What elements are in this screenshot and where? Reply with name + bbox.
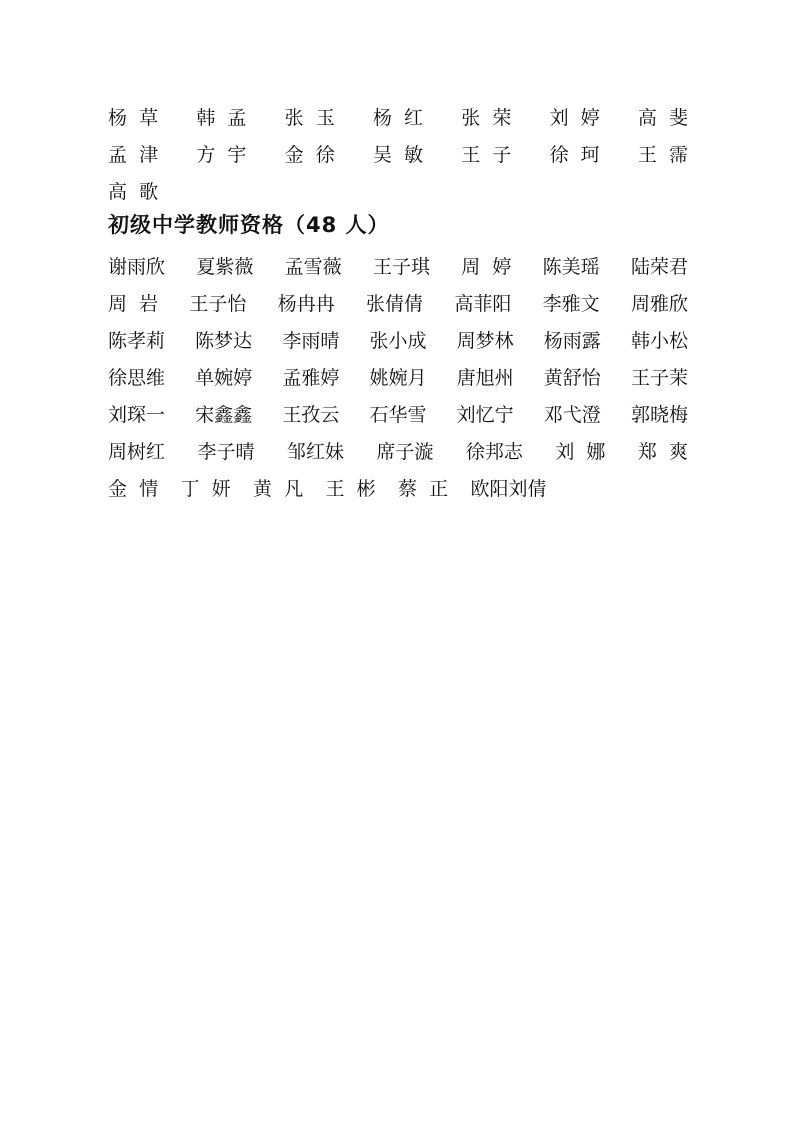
name-row	[108, 249, 688, 286]
name-entry: 单婉婷	[195, 367, 253, 389]
name-entry: 王子琪	[372, 256, 430, 278]
name-entry: 刘琛一	[108, 404, 166, 426]
name-entry: 黄 凡	[253, 478, 304, 500]
name-entry: 杨冉冉	[277, 293, 335, 315]
name-entry: 宋鑫鑫	[195, 404, 253, 426]
name-row	[108, 434, 688, 471]
name-entry: 王孜云	[282, 404, 340, 426]
name-entry: 王 彬	[325, 478, 376, 500]
name-entry: 唐旭州	[456, 367, 514, 389]
name-entry: 徐邦志	[465, 441, 523, 463]
name-entry: 徐思维	[108, 367, 166, 389]
name-entry: 陆荣君	[630, 256, 688, 278]
name-entry: 姚婉月	[369, 367, 427, 389]
name-entry: 蔡 正	[398, 478, 449, 500]
name-entry: 韩 孟	[196, 107, 247, 129]
name-entry: 李雅文	[542, 293, 600, 315]
name-entry: 周 岩	[108, 293, 159, 315]
name-entry: 高 歌	[108, 181, 159, 203]
name-entry: 高菲阳	[454, 293, 512, 315]
name-entry: 黄舒怡	[543, 367, 601, 389]
name-entry: 丁 妍	[180, 478, 231, 500]
name-entry: 张 荣	[461, 107, 512, 129]
name-row	[108, 137, 688, 174]
name-row	[108, 100, 688, 137]
name-entry: 韩小松	[630, 330, 688, 352]
name-entry: 邹红妹	[286, 441, 344, 463]
name-entry: 周 婷	[461, 256, 512, 278]
name-row	[108, 174, 688, 211]
name-entry: 张倩倩	[366, 293, 424, 315]
name-entry: 郭晓梅	[630, 404, 688, 426]
name-row	[108, 360, 688, 397]
name-entry: 陈孝莉	[108, 330, 166, 352]
name-entry: 杨 草	[108, 107, 159, 129]
name-entry: 王子茉	[630, 367, 688, 389]
name-entry: 孟雅婷	[282, 367, 340, 389]
name-row	[108, 323, 688, 360]
name-entry: 张 玉	[284, 107, 335, 129]
name-entry: 郑 爽	[637, 441, 688, 463]
name-entry: 金 情	[108, 478, 159, 500]
name-entry: 李子晴	[197, 441, 255, 463]
name-entry: 杨雨露	[543, 330, 601, 352]
name-entry: 夏紫薇	[196, 256, 254, 278]
name-entry: 欧阳刘倩	[470, 478, 547, 500]
name-entry: 金 徐	[284, 144, 335, 166]
name-entry: 孟雪薇	[284, 256, 342, 278]
name-list-junior-middle-school	[108, 249, 688, 508]
name-entry: 王 霈	[637, 144, 688, 166]
name-row	[108, 471, 688, 508]
name-entry: 李雨晴	[282, 330, 340, 352]
name-entry: 徐 珂	[549, 144, 600, 166]
name-entry: 张小成	[369, 330, 427, 352]
name-entry: 邓弋澄	[543, 404, 601, 426]
name-row	[108, 397, 688, 434]
name-entry: 陈美瑶	[542, 256, 600, 278]
name-entry: 杨 红	[372, 107, 424, 129]
name-entry: 周树红	[108, 441, 166, 463]
name-entry: 刘忆宁	[456, 404, 514, 426]
name-entry: 方 宇	[196, 144, 247, 166]
name-list-continued	[108, 100, 688, 211]
name-entry: 吴 敏	[372, 144, 424, 166]
name-entry: 高 斐	[637, 107, 688, 129]
name-entry: 陈梦达	[195, 330, 253, 352]
name-entry: 周雅欣	[630, 293, 688, 315]
name-entry: 席子漩	[376, 441, 434, 463]
section-title: 初级中学教师资格（48 人）	[108, 213, 390, 237]
name-entry: 刘 婷	[549, 107, 600, 129]
name-entry: 王 子	[461, 144, 512, 166]
name-entry: 刘 娜	[555, 441, 606, 463]
name-entry: 谢雨欣	[108, 256, 166, 278]
name-entry: 孟 津	[108, 144, 159, 166]
name-entry: 石华雪	[369, 404, 427, 426]
name-entry: 周梦林	[456, 330, 514, 352]
name-row	[108, 286, 688, 323]
name-entry: 王子怡	[189, 293, 247, 315]
